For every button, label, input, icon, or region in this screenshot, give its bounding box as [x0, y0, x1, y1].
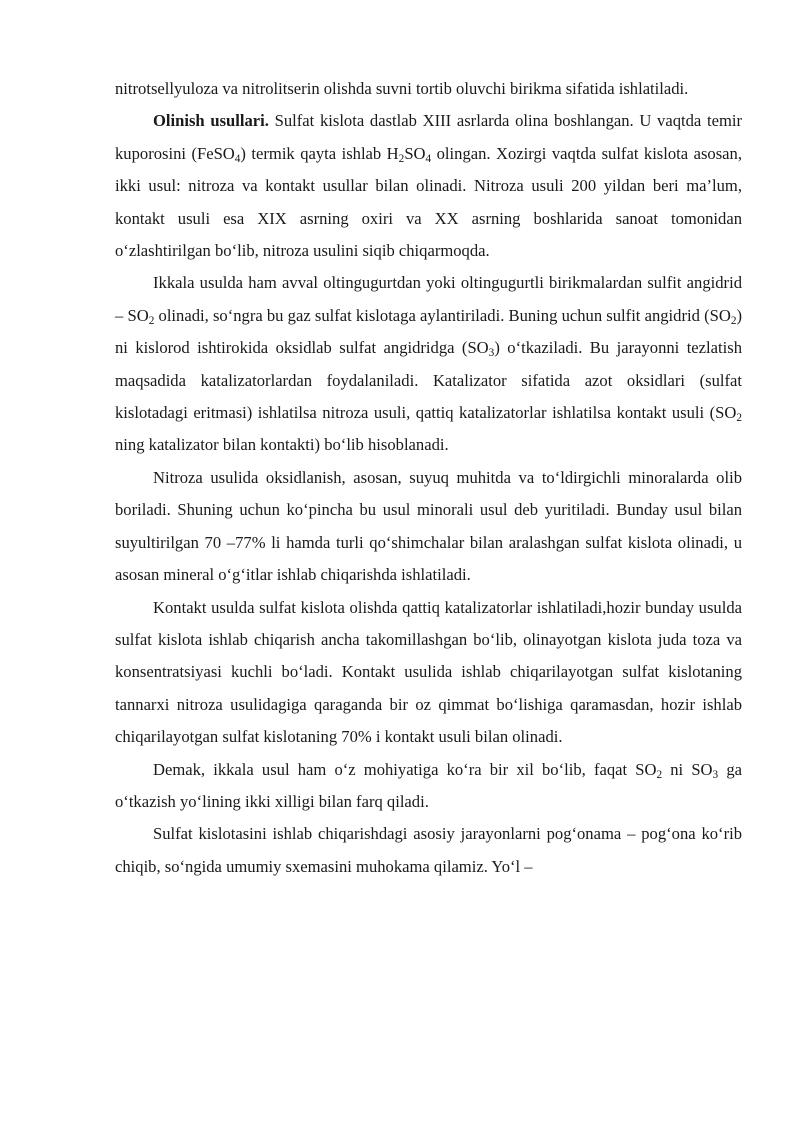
text-run: Sulfat kislota dastlab XIII asrlarda olina boshlangan. U vaqtda temir kuporosini (FeSO	[115, 111, 743, 163]
text-run: SO	[404, 143, 426, 163]
text-run: olingan. Xozirgi vaqtda sulfat kislota asosan, ikki usul: nitroza va kontakt usullar bilan olinadi. Nitroza usuli 200 yildan beri ma’lum, kontakt usuli esa XIX asrning oxiri va XX asrning boshlarida sanoat tomonidan o‘zlashtirilgan bo‘lib, nitroza usulini siqib chiqarmoqda.	[115, 143, 742, 261]
text-run: Sulfat kislotasini ishlab chiqarishdagi asosiy jarayonlarni pog‘onama – pog‘ona ko‘rib chiqib, so‘ngida umumiy sxemasini muhokama qilamiz. Yo‘l –	[115, 824, 742, 876]
subscript: 3	[712, 768, 719, 781]
text-run: ) termik qayta ishlab H	[240, 143, 399, 163]
paragraph	[115, 462, 742, 592]
paragraph	[115, 592, 742, 754]
text-run: Demak, ikkala usul ham o‘z mohiyatiga ko‘ra bir xil bo‘lib, faqat SO	[153, 759, 657, 779]
section-heading: Olinish usullari.	[153, 111, 269, 131]
subscript: 2	[736, 411, 742, 424]
paragraph	[115, 267, 742, 461]
subscript: 2	[398, 152, 405, 165]
paragraph	[115, 73, 742, 105]
paragraph	[115, 754, 742, 819]
subscript: 2	[730, 314, 737, 327]
document-body	[115, 73, 742, 883]
subscript: 4	[425, 152, 432, 165]
text-run: ning katalizator bilan kontakti) bo‘lib hisoblanadi.	[115, 435, 449, 455]
text-run: Kontakt usulda sulfat kislota olishda qattiq katalizatorlar ishlatiladi,hozir bunday usulda sulfat kislota ishlab chiqarish ancha takomillashgan bo‘lib, olinayotgan kislota juda toza va konsentratsiyasi kuchli bo‘ladi. Kontakt usulida ishlab chiqarilayotgan sulfat kislotaning tannarxi nitroza usulidagiga qaraganda bir oz qimmat bo‘lishiga qaramasdan, hozir ishlab chiqarilayotgan sulfat kislotaning 70% i kontakt usuli bilan olinadi.	[115, 597, 742, 747]
text-run: Ikkala usulda ham avval oltingugurtdan yoki oltingugurtli birikmalardan sulfit angidrid – SO	[115, 273, 742, 325]
paragraph	[115, 105, 742, 267]
subscript: 2	[656, 768, 663, 781]
text-run: ni SO	[662, 759, 713, 779]
text-run: nitrotsellyuloza va nitrolitserin olishda suvni tortib oluvchi birikma sifatida ishlatiladi.	[115, 79, 689, 98]
text-run: Nitroza usulida oksidlanish, asosan, suyuq muhitda va to‘ldirgichli minoralarda olib boriladi. Shuning uchun ko‘pincha bu usul minorali usul deb yuritiladi. Bunday usul bilan suyultirilgan 70 –77% li hamda turli qo‘shimchalar bilan aralashgan sulfat kislota olinadi, u asosan mineral o‘g‘itlar ishlab chiqarishda ishlatiladi.	[115, 467, 742, 585]
text-run: ga o‘tkazish yo‘lining ikki xilligi bilan farq qiladi.	[115, 759, 742, 811]
text-run: ) ni kislorod ishtirokida oksidlab sulfat angidridga (SO	[115, 305, 742, 358]
paragraph	[115, 818, 742, 883]
text-run: ) o‘tkaziladi. Bu jarayonni tezlatish maqsadida katalizatorlardan foydalaniladi. Katalizator sifatida azot oksidlari (sulfat kislotadagi eritmasi) ishlatilsa nitroza usuli, qattiq katalizatorlar ishlatilsa kontakt usuli (SO	[115, 338, 742, 423]
subscript: 2	[148, 314, 155, 327]
subscript: 3	[488, 347, 495, 360]
subscript: 4	[234, 152, 241, 165]
text-run: olinadi, so‘ngra bu gaz sulfat kislotaga aylantiriladi. Buning uchun sulfit angidrid (SO	[154, 305, 731, 325]
